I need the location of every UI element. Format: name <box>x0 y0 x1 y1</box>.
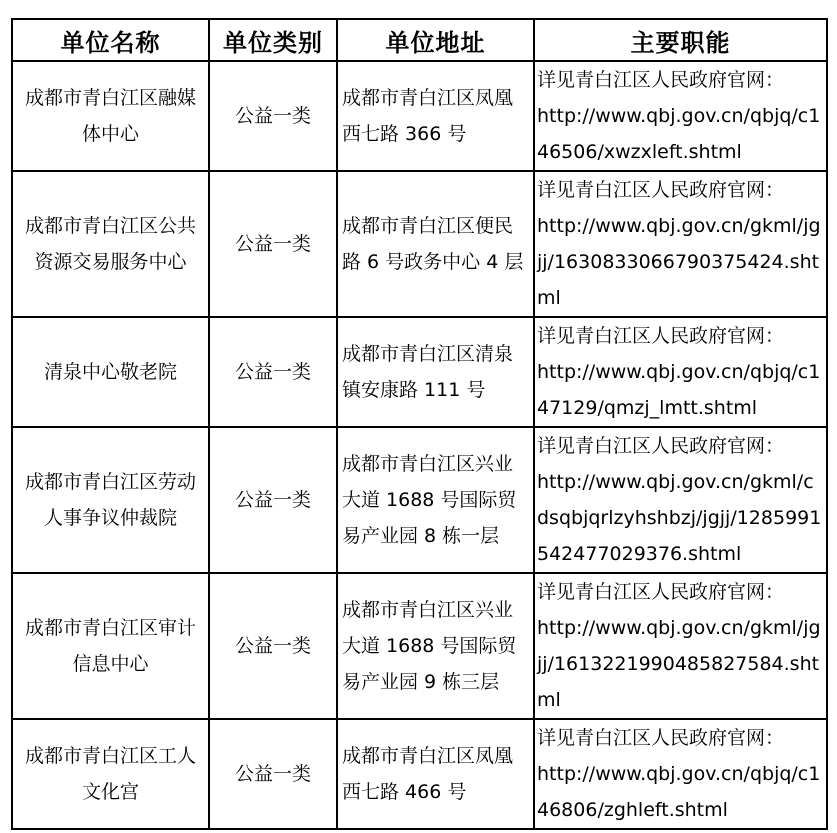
unit-address-cell: 成都市青白江区便民路 6 号政务中心 4 层 <box>337 171 534 317</box>
main-duty-cell <box>534 719 827 829</box>
header-unit-address: 单位地址 <box>337 19 534 61</box>
header-main-duty: 主要职能 <box>534 19 827 61</box>
table-row <box>12 573 827 719</box>
unit-name-cell: 清泉中心敬老院 <box>12 317 209 427</box>
table-row <box>12 427 827 573</box>
table-row <box>12 61 827 171</box>
unit-category-cell: 公益一类 <box>209 61 337 171</box>
duty-url-link[interactable]: http://www.qbj.gov.cn/gkml/jgjj/1630833066790375424.shtml <box>537 215 821 309</box>
duty-prefix: 详见青白江区人民政府官网： <box>537 69 785 91</box>
duty-prefix: 详见青白江区人民政府官网： <box>537 727 785 749</box>
table-row <box>12 317 827 427</box>
main-duty-cell <box>534 317 827 427</box>
duty-url-link[interactable]: http://www.qbj.gov.cn/gkml/jgjj/1613221990485827584.shtml <box>537 617 821 711</box>
unit-category-cell: 公益一类 <box>209 171 337 317</box>
unit-name-cell: 成都市青白江区劳动人事争议仲裁院 <box>12 427 209 573</box>
unit-address-cell: 成都市青白江区凤凰西七路 366 号 <box>337 61 534 171</box>
table-row <box>12 719 827 829</box>
duty-prefix: 详见青白江区人民政府官网： <box>537 325 785 347</box>
unit-category-cell: 公益一类 <box>209 573 337 719</box>
duty-url-link[interactable]: http://www.qbj.gov.cn/qbjq/c146506/xwzxleft.shtml <box>537 105 821 163</box>
unit-name-cell: 成都市青白江区融媒体中心 <box>12 61 209 171</box>
duty-url-link[interactable]: http://www.qbj.gov.cn/gkml/cdsqbjqrlzyhshbzj/jgjj/1285991542477029376.shtml <box>537 471 822 565</box>
unit-category-cell: 公益一类 <box>209 719 337 829</box>
table-row <box>12 171 827 317</box>
table-header-row <box>12 19 827 61</box>
unit-address-cell: 成都市青白江区兴业大道 1688 号国际贸易产业园 8 栋一层 <box>337 427 534 573</box>
main-duty-cell <box>534 61 827 171</box>
unit-name-cell: 成都市青白江区工人文化宫 <box>12 719 209 829</box>
main-duty-cell <box>534 427 827 573</box>
header-unit-name: 单位名称 <box>12 19 209 61</box>
unit-address-cell: 成都市青白江区凤凰西七路 466 号 <box>337 719 534 829</box>
unit-table <box>11 18 828 830</box>
unit-category-cell: 公益一类 <box>209 317 337 427</box>
duty-prefix: 详见青白江区人民政府官网： <box>537 581 785 603</box>
duty-prefix: 详见青白江区人民政府官网： <box>537 435 785 457</box>
unit-category-cell: 公益一类 <box>209 427 337 573</box>
duty-url-link[interactable]: http://www.qbj.gov.cn/qbjq/c146806/zghleft.shtml <box>537 763 821 821</box>
duty-prefix: 详见青白江区人民政府官网： <box>537 179 785 201</box>
unit-address-cell: 成都市青白江区清泉镇安康路 111 号 <box>337 317 534 427</box>
unit-name-cell: 成都市青白江区公共资源交易服务中心 <box>12 171 209 317</box>
header-unit-category: 单位类别 <box>209 19 337 61</box>
main-duty-cell <box>534 573 827 719</box>
main-duty-cell <box>534 171 827 317</box>
unit-address-cell: 成都市青白江区兴业大道 1688 号国际贸易产业园 9 栋三层 <box>337 573 534 719</box>
unit-name-cell: 成都市青白江区审计信息中心 <box>12 573 209 719</box>
duty-url-link[interactable]: http://www.qbj.gov.cn/qbjq/c147129/qmzj_lmtt.shtml <box>537 361 821 419</box>
